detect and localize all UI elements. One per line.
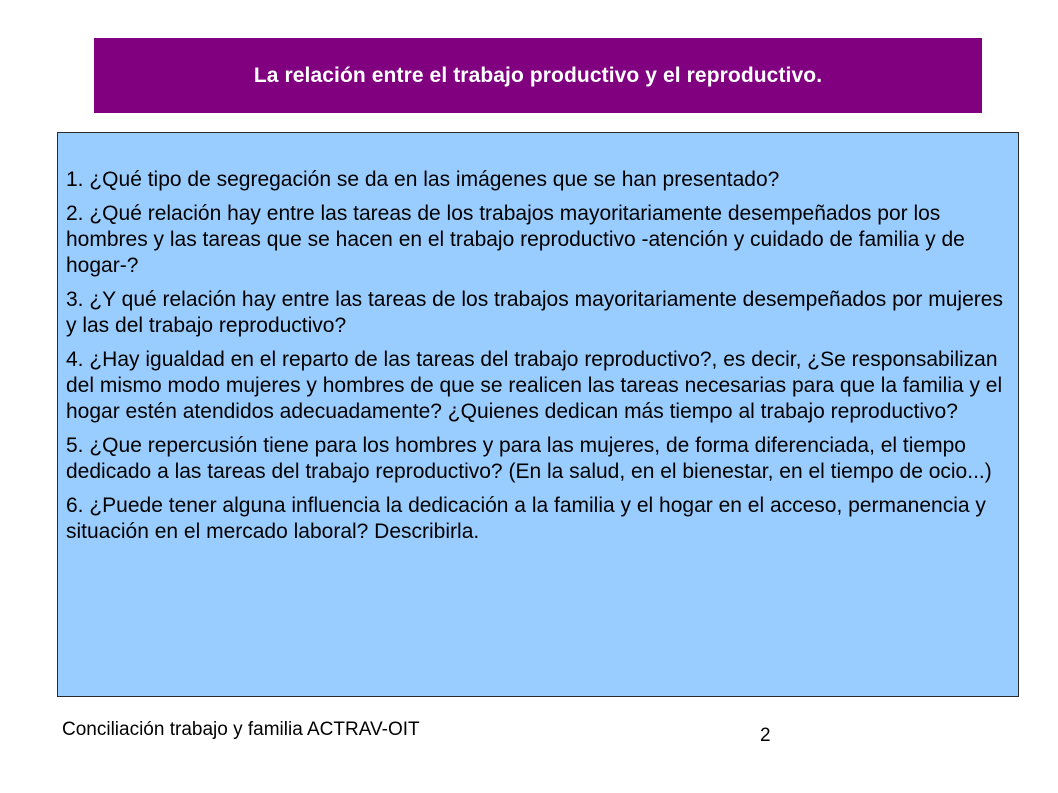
page-number: 2 bbox=[760, 725, 771, 746]
slide-title: La relación entre el trabajo productivo y el reproductivo. bbox=[253, 63, 823, 87]
question-2: 2. ¿Qué relación hay entre las tareas de los trabajos mayoritariamente desempeñados por los hombres y las tareas que se hacen en el trabajo reproductivo -atención y cuidado de familia y de hogar-? bbox=[66, 202, 965, 277]
question-5: 5. ¿Que repercusión tiene para los hombres y para las mujeres, de forma diferenciada, el tiempo dedicado a las tareas del trabajo reproductivo? (En la salud, en el bienestar, en el tiempo de ocio...) bbox=[66, 434, 992, 483]
question-4: 4. ¿Hay igualdad en el reparto de las tareas del trabajo reproductivo?, es decir, ¿Se responsabilizan del mismo modo mujeres y hombres de que se realicen las tareas necesarias para que la familia y el hogar estén atendidos adecuadamente? ¿Quienes dedican más tiempo al trabajo reproductivo? bbox=[66, 348, 1003, 423]
question-1: 1. ¿Qué tipo de segregación se da en las imágenes que se han presentado? bbox=[66, 168, 780, 191]
question-3: 3. ¿Y qué relación hay entre las tareas de los trabajos mayoritariamente desempeñados por mujeres y las del trabajo reproductivo? bbox=[66, 288, 1003, 337]
questions-panel bbox=[57, 132, 1019, 697]
question-6: 6. ¿Puede tener alguna influencia la dedicación a la familia y el hogar en el acceso, permanencia y situación en el mercado laboral? Describirla. bbox=[66, 494, 986, 543]
title-banner bbox=[94, 38, 982, 113]
footer-text: Conciliación trabajo y familia ACTRAV-OIT bbox=[62, 719, 420, 740]
